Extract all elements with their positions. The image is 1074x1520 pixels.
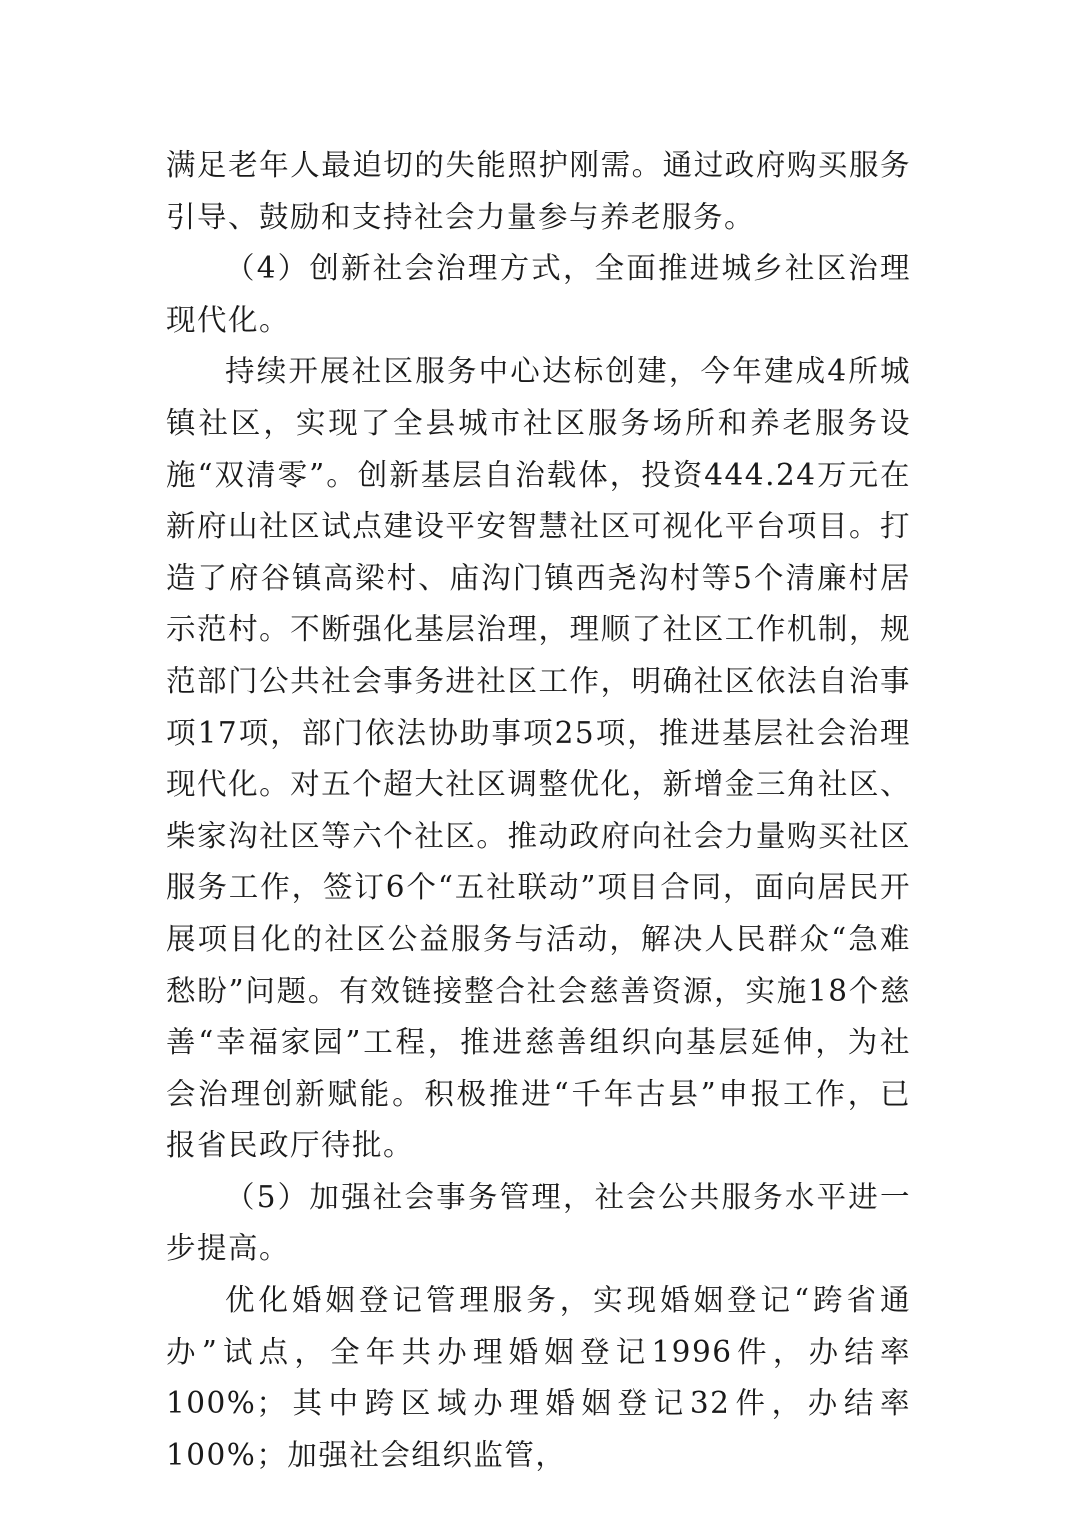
paragraph-community-governance: 持续开展社区服务中心达标创建，今年建成4所城镇社区，实现了全县城市社区服务场所和养老服务设施“双清零”。创新基层自治载体，投资444.24万元在新府山社区试点建设平安智慧社区可视化平台项目。打造了府谷镇高梁村、庙沟门镇西尧沟村等5个清廉村居示范村。不断强化基层治理，理顺了社区工作机制，规范部门公共社会事务进社区工作，明确社区依法自治事项17项，部门依法协助事项25项，推进基层社会治理现代化。对五个超大社区调整优化，新增金三角社区、柴家沟社区等六个社区。推动政府向社会力量购买社区服务工作，签订6个“五社联动”项目合同，面向居民开展项目化的社区公益服务与活动，解决人民群众“急难愁盼”问题。有效链接整合社会慈善资源，实施18个慈善“幸福家园”工程，推进慈善组织向基层延伸，为社会治理创新赋能。积极推进“千年古县”申报工作，已报省民政厅待批。 <box>166 354 911 1163</box>
section-heading-4: （4）创新社会治理方式，全面推进城乡社区治理现代化。 <box>166 251 911 337</box>
document-body <box>166 140 911 1481</box>
paragraph-elderly-care-continuation: 满足老年人最迫切的失能照护刚需。通过政府购买服务引导、鼓励和支持社会力量参与养老服务。 <box>166 148 911 234</box>
section-heading-5: （5）加强社会事务管理，社会公共服务水平进一步提高。 <box>166 1179 911 1266</box>
paragraph-marriage-registration: 优化婚姻登记管理服务，实现婚姻登记“跨省通办”试点，全年共办理婚姻登记1996件，办结率100%；其中跨区域办理婚姻登记32件，办结率100%；加强社会组织监管， <box>166 1283 911 1472</box>
